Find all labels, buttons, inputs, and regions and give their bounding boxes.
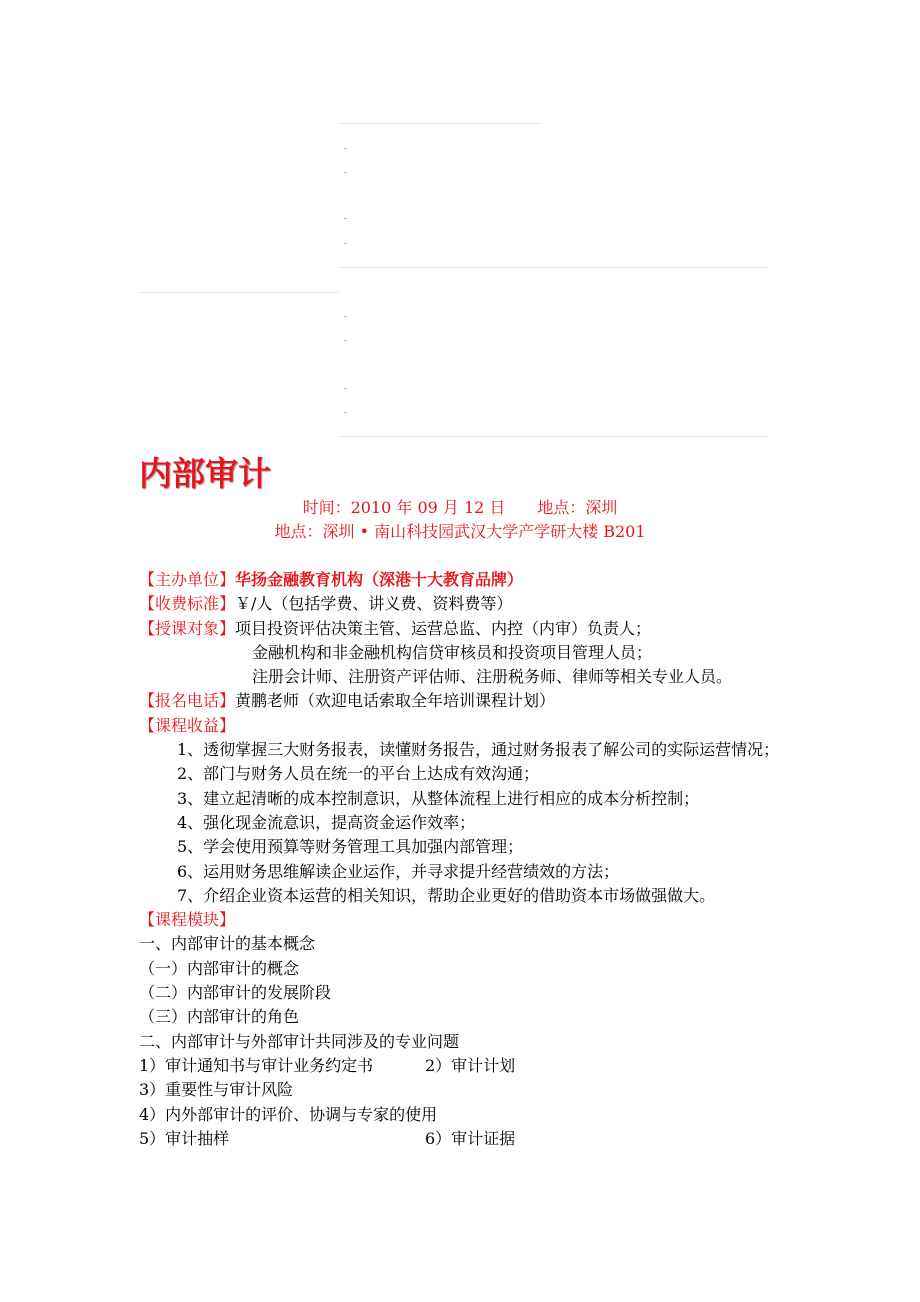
audience-line: 项目投资评估决策主管、运营总监、内控（内审）负责人； [235,618,652,638]
module-item-row [139,1127,789,1151]
page-title: 内部审计 [139,454,271,493]
benefit-item: 2、部门与财务人员在统一的平台上达成有效沟通； [177,764,540,784]
document-body [139,568,789,1151]
module-section-heading: 二、内部审计与外部审计共同涉及的专业问题 [139,1031,460,1051]
module-item: 3）重要性与审计风险 [139,1080,294,1100]
header-rule [139,292,339,293]
organizer-label: 【主办单位】 [139,570,236,589]
module-item-row [139,1054,789,1078]
header-rule [340,267,768,268]
header-rule [340,436,768,437]
header-mark [344,412,347,413]
modules-label: 【课程模块】 [139,910,236,930]
phone-row [139,689,789,713]
module-item: 1）审计通知书与审计业务约定书 [139,1055,374,1075]
fee-label: 【收费标准】 [139,594,236,614]
address-line: 地点：深圳 • 南山科技园武汉大学产学研大楼 B201 [274,522,646,541]
audience-row [139,617,789,641]
benefits-label: 【课程收益】 [139,715,236,735]
benefit-item: 4、强化现金流意识，提高资金运作效率； [177,812,476,832]
time-line: 时间：2010 年 09 月 12 日 地点：深圳 [302,498,618,517]
benefit-item: 1、透彻掌握三大财务报表，读懂财务报告，通过财务报表了解公司的实际运营情况； [177,740,780,760]
header-mark [344,388,347,389]
module-item: 6）审计证据 [425,1128,516,1148]
audience-label: 【授课对象】 [139,618,236,638]
module-subitem: （三）内部审计的角色 [139,1007,300,1027]
benefit-item: 7、介绍企业资本运营的相关知识，帮助企业更好的借助资本市场做强做大。 [177,885,716,905]
module-item: 5）审计抽样 [139,1128,230,1148]
organizer-row [139,568,789,592]
module-section-heading: 一、内部审计的基本概念 [139,934,316,954]
audience-line: 金融机构和非金融机构信贷审核员和投资项目管理人员； [252,642,653,662]
phone-value: 黄鹏老师（欢迎电话索取全年培训课程计划） [235,691,556,711]
fee-row [139,592,789,616]
organizer-value: 华扬金融教育机构（深港十大教育品牌） [235,570,524,589]
benefit-item: 6、运用财务思维解读企业运作，并寻求提升经营绩效的方法； [177,861,620,881]
module-subitem: （一）内部审计的概念 [139,958,300,978]
header-mark [344,172,347,173]
audience-line: 注册会计师、注册资产评估师、注册税务师、律师等相关专业人员。 [252,667,733,687]
benefit-item: 3、建立起清晰的成本控制意识，从整体流程上进行相应的成本分析控制； [177,788,700,808]
module-subitem: （二）内部审计的发展阶段 [139,983,332,1003]
header-mark [344,243,347,244]
benefit-item: 5、学会使用预算等财务管理工具加强内部管理； [177,837,524,857]
header-mark [344,340,347,341]
module-item: 2）审计计划 [425,1055,516,1075]
header-mark [344,316,347,317]
phone-label: 【报名电话】 [139,691,236,711]
header-mark [344,148,347,149]
fee-value: ￥/人（包括学费、讲义费、资料费等） [235,594,513,614]
header-mark [344,218,347,219]
header-rule [340,123,540,124]
module-item: 4）内外部审计的评价、协调与专家的使用 [139,1104,438,1124]
